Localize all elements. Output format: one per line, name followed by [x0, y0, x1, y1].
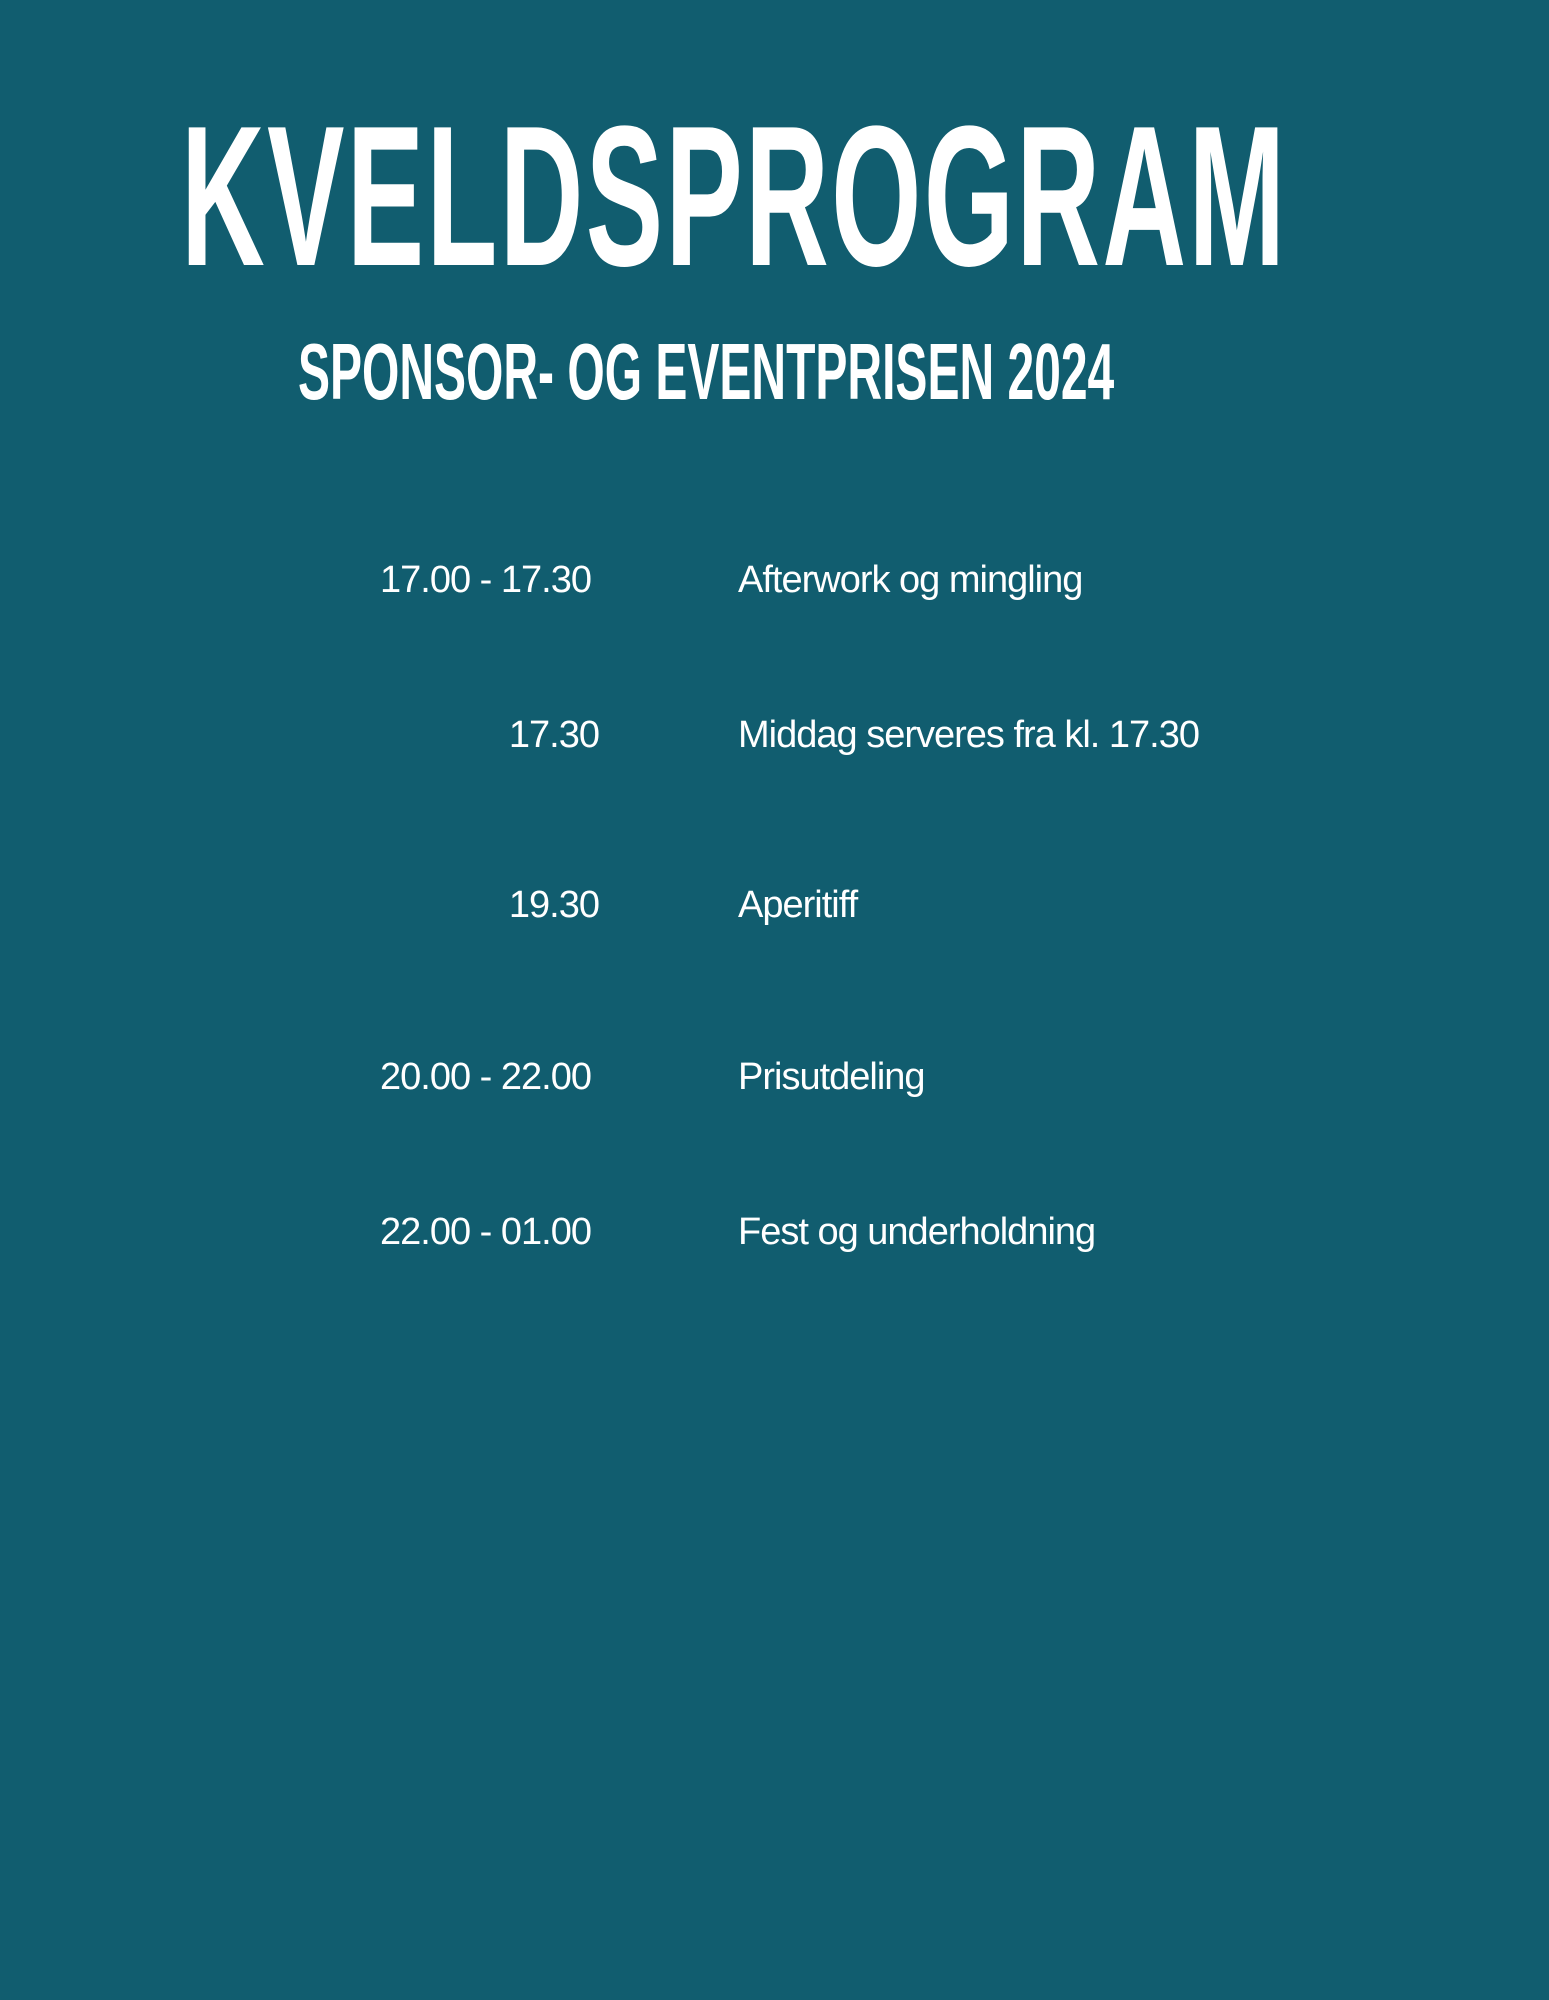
- program-row: [0, 1052, 1549, 1112]
- program-activity: Aperitiff: [738, 884, 858, 926]
- program-row: [0, 710, 1549, 770]
- page-title: KVELDSPROGRAM: [181, 92, 1288, 302]
- program-activity: Prisutdeling: [738, 1056, 925, 1098]
- program-time: 17.00 - 17.30: [380, 559, 591, 601]
- program-time: 22.00 - 01.00: [380, 1211, 591, 1253]
- program-activity: Afterwork og mingling: [738, 559, 1083, 601]
- program-activity: Fest og underholdning: [738, 1211, 1096, 1253]
- program-time: 19.30: [508, 884, 599, 926]
- page-subtitle: SPONSOR- OG EVENTPRISEN 2024: [298, 327, 1115, 416]
- program-row: [0, 1207, 1549, 1267]
- program-row: [0, 880, 1549, 940]
- program-time: 20.00 - 22.00: [380, 1056, 591, 1098]
- program-row: [0, 555, 1549, 615]
- program-time: 17.30: [508, 714, 599, 756]
- program-activity: Middag serveres fra kl. 17.30: [738, 714, 1200, 756]
